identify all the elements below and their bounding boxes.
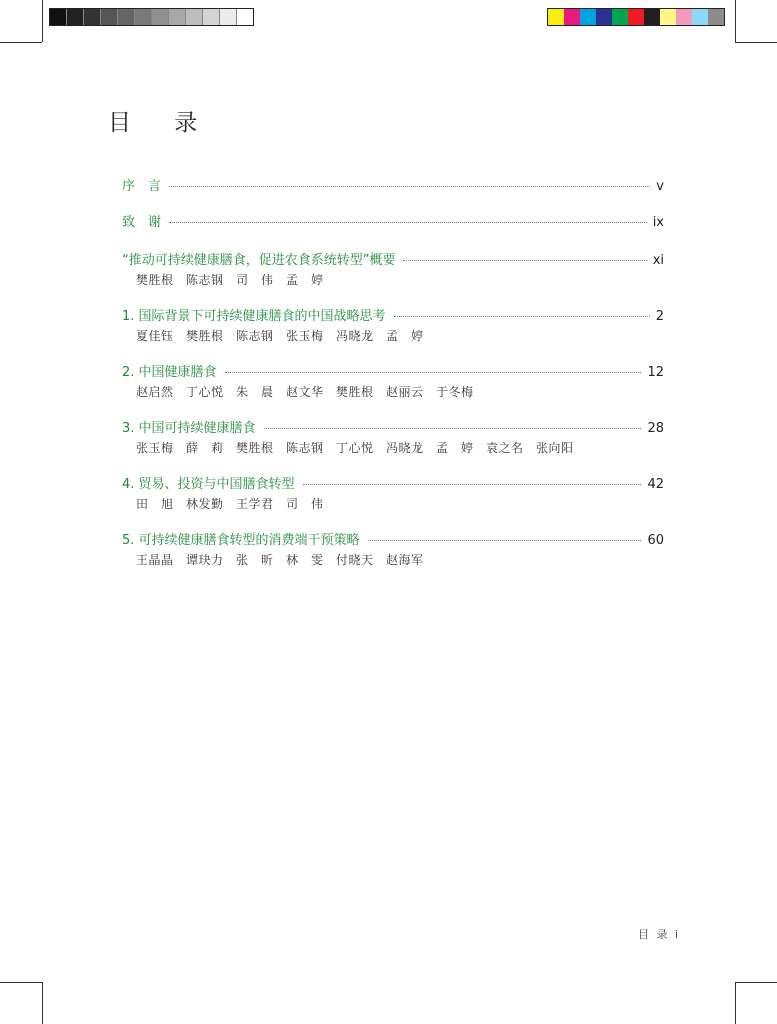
toc-entry[interactable] [122,211,664,231]
toc-entry-title[interactable]: 1. 国际背景下可持续健康膳食的中国战略思考 [122,309,386,324]
grayscale-calibration-bar [49,8,254,26]
toc-page-number: 28 [647,421,664,436]
dot-leader [303,483,642,485]
grayscale-swatch [186,9,203,25]
color-calibration-bar [547,8,725,26]
toc-entry-authors: 王晶晶 谭玦力 张 昕 林 雯 付晓天 赵海军 [136,553,424,567]
toc-entry-row [122,361,664,381]
crop-mark-bottom-right-h [735,982,777,983]
color-swatch [612,9,628,25]
toc-entry[interactable] [122,361,664,400]
toc-entry[interactable] [122,175,664,195]
toc-page-number: xi [652,253,664,268]
grayscale-swatch [101,9,118,25]
toc-entry-authors: 夏佳钰 樊胜根 陈志钢 张玉梅 冯晓龙 孟 婷 [136,329,424,343]
dot-leader [394,315,650,317]
grayscale-swatch [135,9,152,25]
toc-entry-title[interactable]: “推动可持续健康膳食，促进农食系统转型”概要 [122,253,396,268]
toc-entry-title[interactable]: 3. 中国可持续健康膳食 [122,421,256,436]
grayscale-swatch [220,9,237,25]
crop-mark-top-left-v [42,0,43,42]
dot-leader [169,185,650,187]
color-swatch [564,9,580,25]
toc-entry-row [122,473,664,493]
toc-page-number: 60 [647,533,664,548]
toc-entry-row [122,175,664,195]
dot-leader [264,427,642,429]
color-swatch [676,9,692,25]
toc-page-number: 2 [655,309,664,324]
toc-entry[interactable] [122,473,664,512]
toc-entry-authors: 张玉梅 薛 莉 樊胜根 陈志钢 丁心悦 冯晓龙 孟 婷 袁之名 张向阳 [136,441,574,455]
grayscale-swatch [169,9,186,25]
grayscale-swatch [84,9,101,25]
crop-mark-bottom-left-v [42,982,43,1024]
dot-leader [169,221,647,223]
color-swatch [548,9,564,25]
color-swatch [692,9,708,25]
crop-mark-top-left-h [0,42,42,43]
toc-entry-title[interactable]: 致 谢 [122,215,162,230]
toc-entry-title[interactable]: 4. 贸易、投资与中国膳食转型 [122,477,295,492]
toc-entry-authors: 田 旭 林发勤 王学君 司 伟 [136,497,324,511]
grayscale-swatch [203,9,220,25]
toc-entry[interactable] [122,249,664,288]
grayscale-swatch [152,9,169,25]
color-swatch [708,9,724,25]
color-swatch [660,9,676,25]
crop-mark-top-right-h [735,42,777,43]
toc-entry[interactable] [122,417,664,456]
crop-mark-bottom-right-v [735,982,736,1024]
toc-entry-title[interactable]: 5. 可持续健康膳食转型的消费端干预策略 [122,533,360,548]
toc-entry-row [122,529,664,549]
toc-page-number: ix [652,215,664,230]
toc-entry-title[interactable]: 2. 中国健康膳食 [122,365,217,380]
color-swatch [628,9,644,25]
toc-entry[interactable] [122,305,664,344]
crop-mark-bottom-left-h [0,982,42,983]
grayscale-swatch [50,9,67,25]
color-swatch [596,9,612,25]
toc-page-number: 12 [647,365,664,380]
page-footer: 目 录 i [638,928,681,941]
toc-page-number: 42 [647,477,664,492]
toc-entry-row [122,305,664,325]
dot-leader [368,539,642,541]
color-swatch [580,9,596,25]
page-title: 目 录 [108,110,216,136]
toc-entry-authors: 樊胜根 陈志钢 司 伟 孟 婷 [136,273,324,287]
grayscale-swatch [67,9,84,25]
toc-entry-authors: 赵启然 丁心悦 朱 晨 赵文华 樊胜根 赵丽云 于冬梅 [136,385,474,399]
crop-mark-top-right-v [735,0,736,42]
toc-entry-row [122,417,664,437]
toc-entry-title[interactable]: 序 言 [122,179,162,194]
toc-entry[interactable] [122,529,664,568]
dot-leader [225,371,642,373]
toc-page-number: v [656,179,664,194]
toc-entry-row [122,211,664,231]
dot-leader [403,259,646,261]
color-swatch [644,9,660,25]
grayscale-swatch [237,9,253,25]
grayscale-swatch [118,9,135,25]
toc-entry-row [122,249,664,269]
